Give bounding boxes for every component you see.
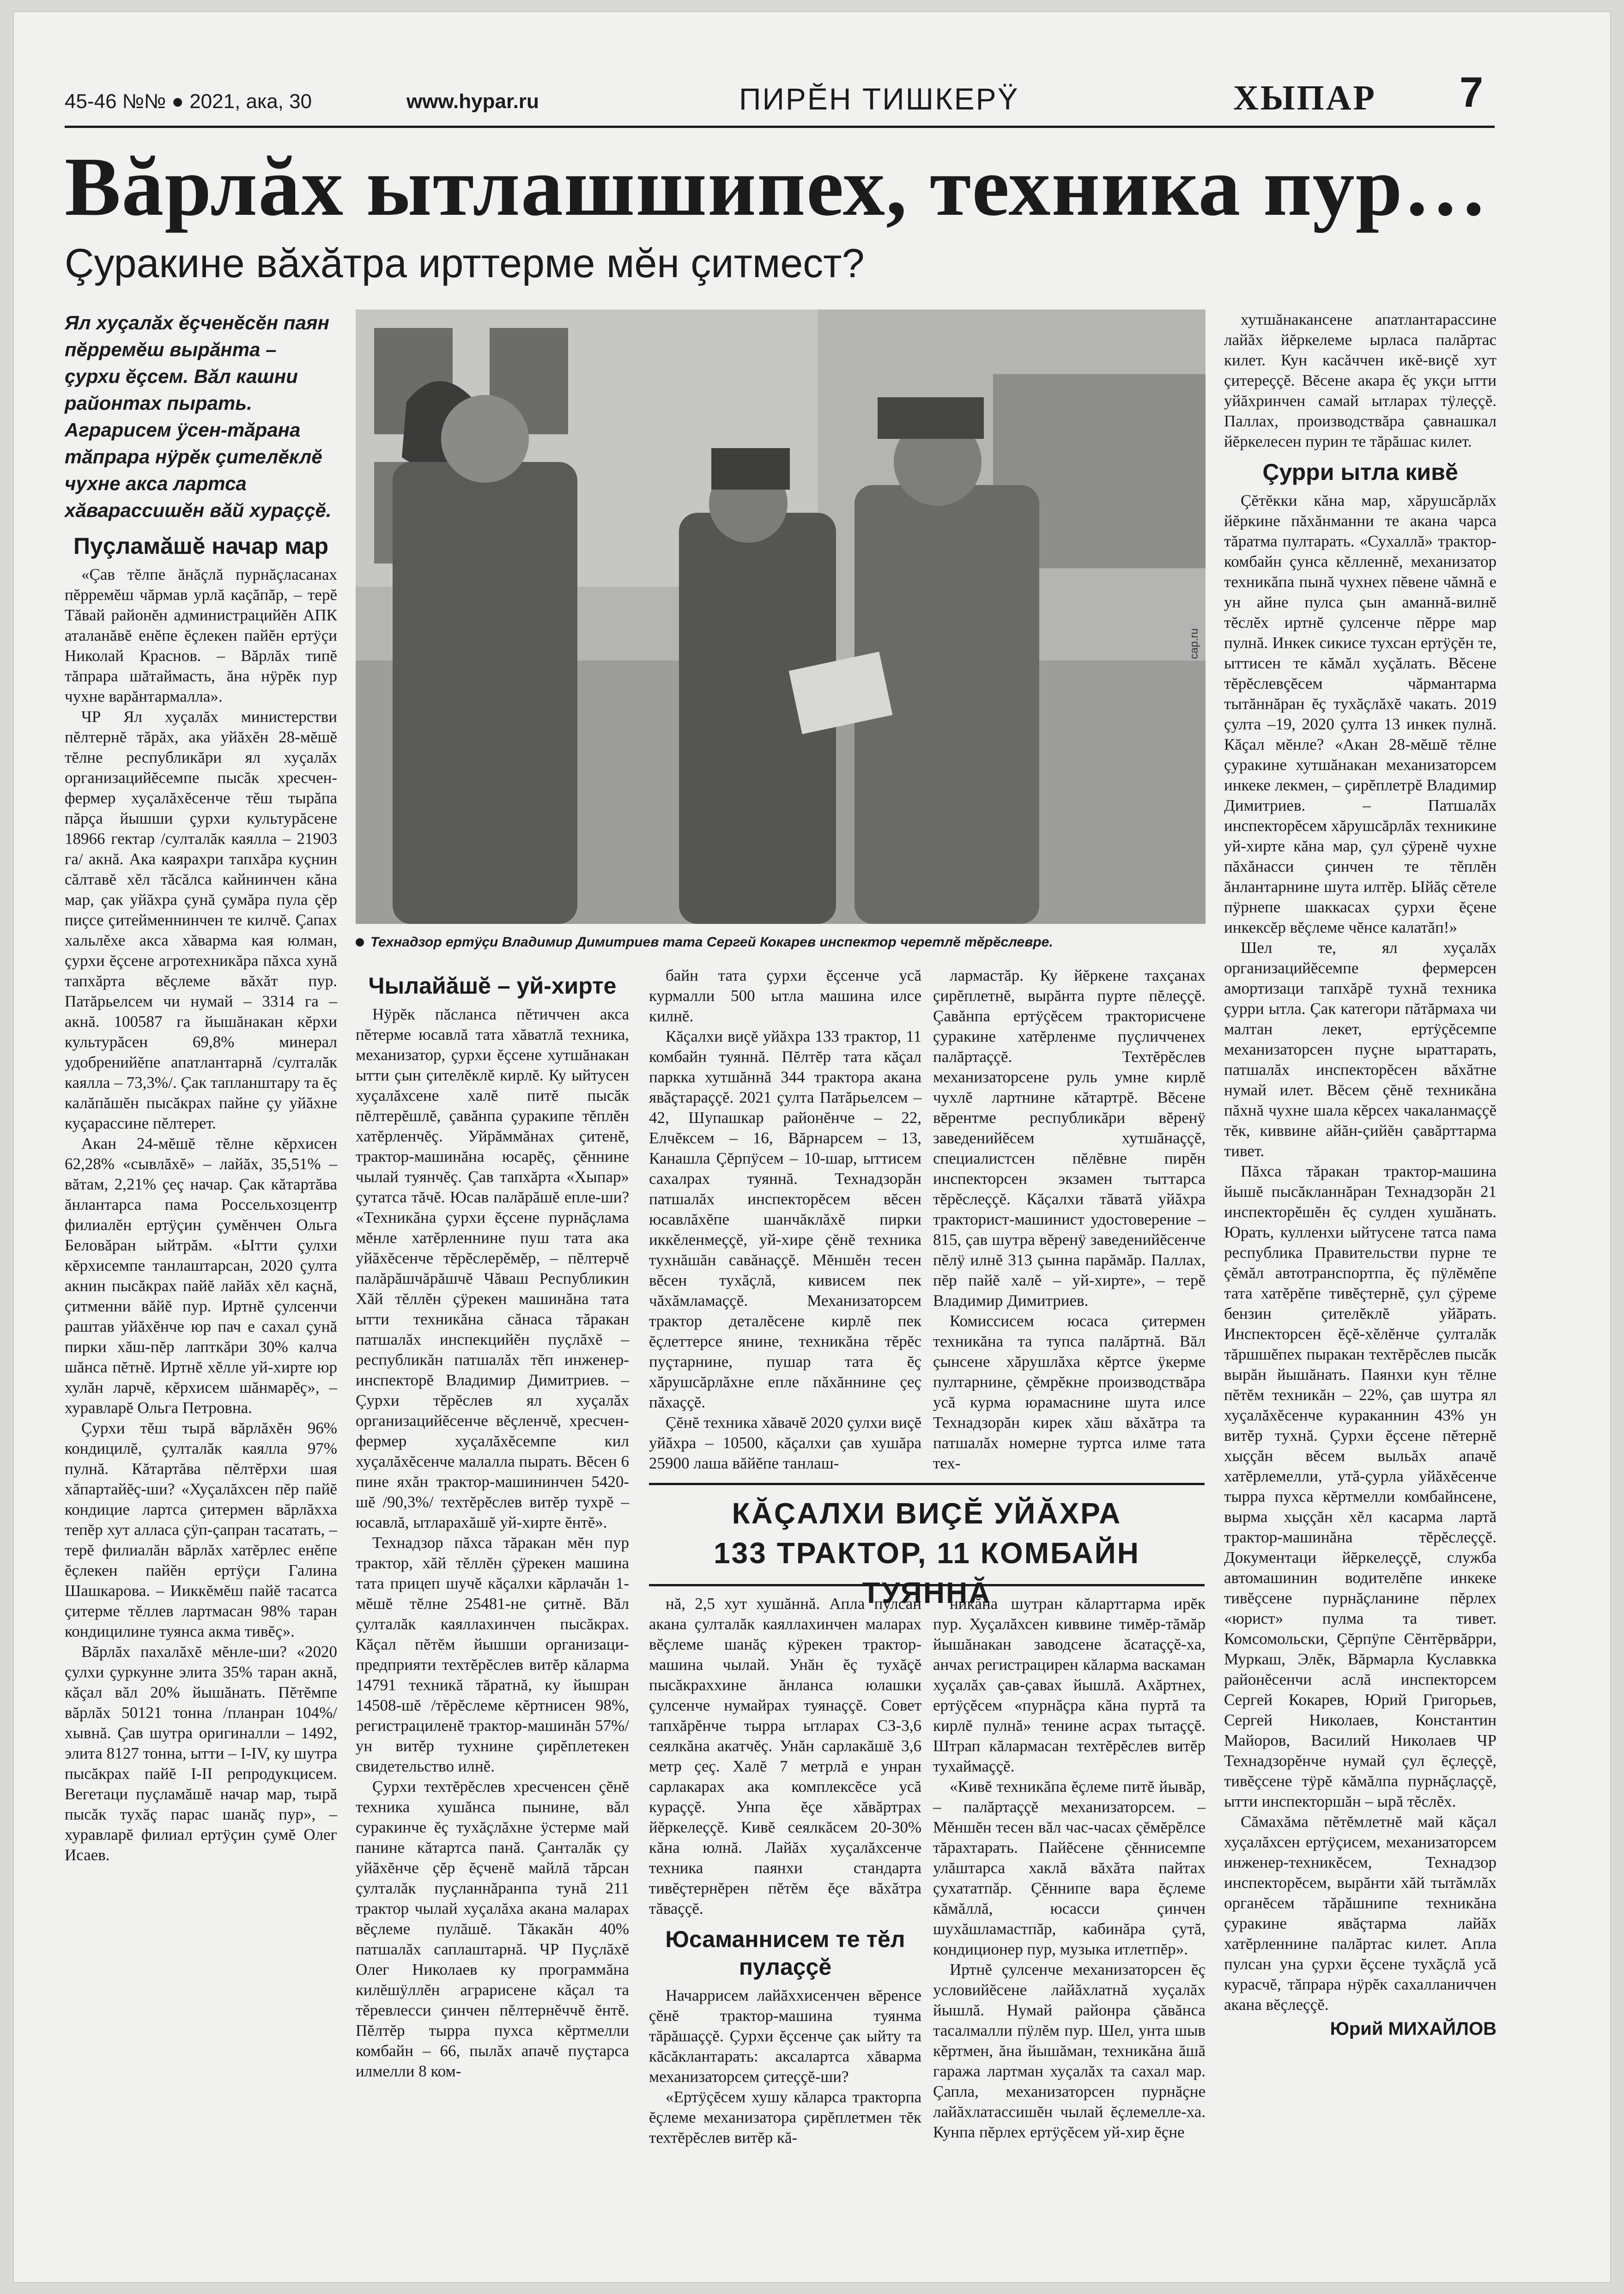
photo-credit: cap.ru [1188,628,1200,659]
section-title: ПИРĔН ТИШКЕРŸ [739,82,1019,116]
page-header [65,69,1495,139]
column-4-lower [933,1594,1206,2142]
paragraph: Акан 24-мĕшĕ тĕлне кĕрхисен 62,28% «сывлăхĕ» – лайăх, 35,51% – вăтам, 2,21% çеç начар. Çак кăтартăва ăнлантарса пама Россельхозцентр филиалĕн ертÿçин çумĕнчен Ольга Беловăран ыйтрăм. «Ытти çулхи кĕрхисемпе танлаштарсан, 2020 çулта акнин пысăкрах пайĕ лайăх хĕл каçнă, çитменни вăйĕ пур. Иртнĕ çулсенчи раштав уйăхĕнче юр пач е сахал çунă пирки хăш-пĕр лапткăри 30% калча шăнса пĕтнĕ. Иртнĕ хĕлле уй-хирте юр хулăн ларчĕ, кĕрхисем шăнмарĕç», – хуравларĕ Ольга Петровна. [65,1135,337,1417]
photo-caption [356,933,1206,952]
paragraph: «Кивĕ техникăпа ĕçлеме питĕ йывăр, – палăртаççĕ механизаторсем. – Мĕншĕн тесен вăл час-часах çĕмĕрĕлсе тăрахтарать. Пайĕсене çĕннисемпе улăштарса хаклă вăхăта пайтах çухататпăр. Çĕннипе вара ĕçлеме кăмăллă, юсасси çинчен шухăшламастпăр, кабинăра çутă, кондиционер пур, музыка итлетпĕр». [933,1778,1206,1958]
paragraph: хутшăнакансене апатлантарассине лайăх йĕркелеме ырласа палăртас килет. Кун касăччен икĕ-виçĕ хут çитереççĕ. Вĕсене акара ĕç укçи ытти уйăхринчен самай ытларах тÿлеççĕ. Паллах, производствăра çавнашкал йĕркелесен пурин те тăрăшас килет. [1224,310,1497,450]
column-4 [933,965,1206,1474]
paragraph: Иртнĕ çулсенче механизаторсен ĕç условийĕсене лайăхлатнă хуçалăх йышлă. Нумай районра çăвăнса тасалмалли пÿлĕм пур. Шел, унта шыв кĕртмен, ăна йышăман, техникăна ăшă гаража лартман хуçалăх та сахал мар. Çапла, механизаторсен пурнăçне лайăхлатассишĕн чылай ĕçлемелле-ха. Кунпа пĕрлех ертÿçĕсем уй-хир ĕçне [933,1960,1206,2141]
caption-text: Технадзор ертÿçи Владимир Димитриев тата Сергей Кокарев инспектор черетлĕ тĕрĕслевре. [370,935,1053,950]
article-subtitle: Çуракине вăхăтра ирттерме мĕн çитмест? [65,240,865,286]
paragraph: Пăхса тăракан трактор-машина йышĕ пысăкланнăран Технадзорăн 21 инспекторĕшĕн ĕç сулден хушăнать. Юрать, кулленхи ыйтусене татса пама республика Правительстви пурне те çĕмăл автотранспортпа, ĕç пÿлĕмĕпе тата хатĕрĕпе тивĕçтернĕ, çул çÿреме бензин çителĕклĕ уйăрать. Инспекторсен ĕçĕ-хĕлĕнче çулталăк тăршшĕпех пыракан техтĕрĕслев пысăк вырăн йышăнать. Паянхи кун тĕлне пĕтĕм техникăн – 22%, çав шутра ял хуçалăхĕсенче кураканнин 43% ун витĕр тухнă. Çурхи ĕçсене пĕтернĕ хыççăн вĕсем выльăх апачĕ хатĕрлемелли, утă-çурла уйăхĕсенче тырра пухса кĕртмелли комбайнсене, вырма хыççăн хĕл касарма лартă трактор-машинăна тĕрĕслеççĕ. Документаци йĕркелеççĕ, служба автомашинин водителĕпе инкеке тивĕçсене пурнăçланине пĕрлех «юрист» пулма та тивет. Комсомольски, Çĕрпÿпе Сĕнтĕрвăрри, Муркаш, Элĕк, Вăрмарла Куславкка районĕсенчи аслă инспекторсем Сергей Кокарев, Юрий Григорьев, Сергей Николаев, Константин Майоров, Василий Николаев ЧР Технадзорĕнче нумай çул ĕçлеççĕ, тивĕçсене тÿрĕ кăмăлпа пурнăçлаççĕ, ытти инспекторшăн – ырă тĕслĕх. [1224,1162,1497,1810]
paragraph: Нÿрĕк пăсланса пĕтиччен акса пĕтерме юсавлă тата хăватлă техника, механизатор, çурхи ĕçсене хутшăнакан ытти çын çителĕклĕ кирлĕ. Ку ыйтусен хуçалăхсене халĕ питĕ пысăк пĕлтерĕшлĕ, çавăнпа çуракипе тĕплĕн хатĕрленчĕç. Уйрăммăнах çитенĕ, трактор-машинăна юсарĕç, çĕннине чылай туянчĕç. Çав тапхăрта «Хыпар» çутатса тăчĕ. Юсав палăрăшĕ епле-ши? «Техникăна çурхи ĕçсене пурнăçлама мĕнле хатĕрленнине пуш тата ака уйăхĕсенче тĕрĕслерĕмĕр, – пĕлтерчĕ палăрăшчăрăшчĕ Чăваш Республикин Хăй тĕллĕн çÿрекен машинăна тата ытти техникăна сăнаса тăракан патшалăх инспекцийĕн пуçлăхĕ – республикăн патшалăх тĕп инженер-инспекторĕ Владимир Димитриев. – Çурхи тĕрĕслев ял хуçалăх организацийĕсенче вĕçленчĕ, хресчен-фермер хуçалăхĕсемпе кил хуçалăхĕсенче малалла пырать. Вĕсен 6 пине яхăн трактор-машининчен 5420-шĕ /90,3%/ техтĕрĕслев витĕр тухрĕ – юсавлă, ытларахăшĕ уй-хирте ĕнтĕ». [356,1005,629,1531]
issue-info: 45-46 №№ ● 2021, ака, 30 [65,90,312,113]
column-3-lower [649,1594,921,2148]
column-1 [65,310,337,1865]
bullet-icon [356,938,364,947]
author-byline: Юрий МИХАЙЛОВ [1330,2019,1497,2039]
page-number: 7 [1460,69,1484,116]
column-3 [649,965,921,1474]
article-title: Вăрлăх ытлашшипех, техника пур… [65,140,1488,233]
paragraph: Начаррисем лайăххисенчен вĕренсе çĕнĕ трактор-машина туянма тăрăшаççĕ. Çурхи ĕçсенче çак ыйту та кăсăклантарать: аксалартса хăварма механизаторсем çитеççĕ-ши? [649,1986,921,2086]
paragraph: нă, 2,5 хут хушăннă. Апла пулсан акана çулталăк каяллахинчен маларах вĕçлеме шанăç кÿрекен трактор-машина чылай. Унăн ĕç тухăçĕ пысăкраххине ăнланса юлашки çулсенче нумайрах туянаççĕ. Совет тапхăрĕнче тырра ытларах СЗ-3,6 сеялкăна акатчĕç. Унăн сарлакăшĕ 3,6 метр çеç. Халĕ 7 метрлă е унран сарлакарах ака комплексĕсе усă кураççĕ. Унпа ĕçе хăвăртрах йĕркелеççĕ. Кивĕ сеялкăсем 20-30% кăна юлнă. Лайăх хуçалăхсенче техника паянхи стандарта тивĕçтернĕрен пĕтĕм ĕçе вăхăтра тăваççĕ. [649,1595,921,1918]
paragraph: байн тата çурхи ĕçсенче усă курмалли 500 ытла машина илсе килнĕ. [649,966,921,1025]
paragraph: Çурхи техтĕрĕслев хресченсен çĕнĕ техника хушăнса пынине, вăл суракинче ĕç тухăçлăхне ÿстерме май панине кăтартса панă. Çанталăк çу уйăхĕнче çĕр ĕçченĕ майлă тăрсан çулталăк пуçланнăранпа тунă 211 трактор чылай хуçалăха акана маларах вĕçлеме пулăшĕ. Тăкакăн 40% патшалăх саплаштарнă. ЧР Пуçлăхĕ Олег Николаев ку программăна килĕшÿллĕн аграрисене кăçал та тĕревлесси çинчен пĕлтернĕччĕ ĕнтĕ. Пĕлтĕр тырра пухса кĕртмелли комбайн – 66, пылăх апачĕ пуçтарса илмелли 8 ком- [356,1778,629,2080]
column-5 [1224,310,1497,2039]
paragraph: Шел те, ял хуçалăх организацийĕсемпе фермерсен амортизаци тапхăрĕ тухнă техника çурри ытла. Çак категори пăтăрмаха чи малтан лекет, ертÿçĕсемпе механизаторсен пуçне ыраттарать, патшалăх инспекторĕсен вăхăтне нумай илет. Вĕсем çĕнĕ техникăна пăхнă чухне шала кĕрсех чакаланмаççĕ тĕк, киввине айăн-çийĕн çавăрттарма тивет. [1224,939,1497,1160]
photo-illustration [356,310,1206,924]
highlight-box [649,1483,1205,1609]
paragraph: Комиссисем юсаса çитермен техникăна та тупса палăртнă. Вăл çынсене хăрушлăха кĕртсе ÿкерме пултарнине, çĕмрĕкне производствăра усă курма юрамаснине шута илсе Технадзорăн кирек хăш вăхăтра та патшалăх номерне туртса илме тата тех- [933,1312,1206,1472]
subheading-1: Пуçламăшĕ начар мар [73,533,328,559]
paragraph: Çурхи тĕш тырă вăрлăхĕн 96% кондицилĕ, çулталăк каялла 97% пулнă. Кăтартăва пĕлтĕрхи шая хăпартайĕç-ши? «Хуçалăхсен пĕр пайĕ кондицие лартса çитермен вăрлăхха тепĕр хут алласа çÿп-çапран тасатать, – терĕ филиалăн вăрлăх хатĕрлес енĕпе ĕçлекен пайĕн ертÿçи Галина Шашкарова. – Ииккĕмĕш пайĕ тасатса çитерме тĕллев лартмасан 98% таран кондицилине туянса акма тивĕç». [65,1419,337,1640]
paragraph: «Ертÿçĕсем хушу кăларса тракторпа ĕçлеме механизатора çирĕплетмен тĕк техтĕрĕслев витĕр кă- [649,2088,921,2147]
highlight-line-2: 133 ТРАКТОР, 11 КОМБАЙН ТУЯННĂ [714,1536,1140,1609]
subheading-4: Çурри ытла кивĕ [1262,459,1458,485]
article-photo [356,310,1206,924]
paragraph: Технадзор пăхса тăракан мĕн пур трактор, хăй тĕллĕн çÿрекен машина тата прицеп шучĕ кăçалхи кăрлачăн 1-мĕшĕ тĕлне 25481-не çитнĕ. Вăл çулталăк каяллахинчен пысăкрах. Кăçал пĕтĕм йышши организаци-предприяти техтĕрĕслев витĕр кăларма 14791 техникă тăратнă, ку йышран 14508-шĕ /тĕрĕслеме кĕртнисен 98%, регистрациленĕ трактор-машинăн 57%/ ун витĕр тухнине çирĕплетекен свидетельство илнĕ. [356,1534,629,1775]
paragraph: «Çав тĕлпе ăнăçлă пурнăçласанах пĕрремĕш чăрмав урлă каçăпăр, – терĕ Тăвай районĕн администрацийĕн АПК аталанăвĕ енĕпе ĕçлекен пайĕн ертÿçи Николай Краснов. – Вăрлăх типĕ тăпрара шăтаймасть, ăна нÿрĕк пур чухне варăнтармалла». [65,565,337,705]
header-rule [65,126,1495,128]
paragraph: Кăçалхи виçĕ уйăхра 133 трактор, 11 комбайн туяннă. Пĕлтĕр тата кăçал паркка хутшăннă 344 трактора акана явăçтараççĕ. 2021 çулта Патăрьелсем – 42, Шупашкар районĕнче – 22, Елчĕксем – 16, Вăрнарсем – 13, Канашла Çĕрпÿсем – 10-шар, ыттисем сахалрах туяннă. Технадзорăн патшалăх инспекторĕсем вĕсен юсавлăхĕпе шанчăклăхĕ пирки иккĕленмеççĕ, уй-хире çĕнĕ техника тухнăшăн савăнаççĕ. Мĕншĕн тесен вĕсен тухăçлă, кивисем пек чăхăмламаççĕ. Механизаторсем трактор деталĕсене кирлĕ пек ĕçлеттерсе янине, техникăна тĕрĕс пуçтарнине, пушар тата ĕç хăрушсăрлăхне епле пăхăннине çеç пăхаççĕ. [649,1027,921,1411]
column-2 [356,965,629,2082]
newspaper-name: ХЫПАР [1233,79,1376,117]
article-lead: Ял хуçалăх ĕçченĕсĕн паян пĕрремĕш вырăнта – çурхи ĕçсем. Вăл кашни районтах пырать. Аграрисем ÿсен-тăрана тăпрара нÿрĕк çителĕклĕ чухне акса лартса хăварассишĕн вăй хураççĕ. [65,312,332,521]
paragraph: Сăмахăма пĕтĕмлетнĕ май кăçал хуçалăхсен ертÿçисем, механизаторсем инженер-техникĕсем, Технадзор инспекторĕсем, вырăнти хăй тытăмлăх органĕсем тăрăшнипе техникăна çуракине явăçтарма лайăх хатĕрленнине палăртас килет. Апла пулсан уна çурхи ĕçсене тухăçлă усă курасчĕ, тăпрара нÿрĕк сахалланиччен акана вĕçлеççĕ. [1224,1813,1497,2014]
paragraph: Çĕнĕ техника хăвачĕ 2020 çулхи виçĕ уйăхра – 10500, кăçалхи çав хушăра 25900 лаша вăйĕпе танлаш- [649,1414,921,1472]
paragraph: ЧР Ял хуçалăх министерстви пĕлтернĕ тăрăх, ака уйăхĕн 28-мĕшĕ тĕлне республикăри ял хуçалăх организацийĕсемпе пысăк хресчен-фермер хуçалăхĕсенче тĕш тырăпа пăрçа йышши çурхи культурăсене 18966 гектар /султалăк каялла – 21903 га/ акнă. Ака каярахри тапхăра куçнин сăлтавĕ хĕл тăсăлса кайнинчен кăна мар, çак уйăхра çунă çумăра пула çĕр пиçсе çитейменнинчен те килчĕ. Çапах хальлĕхе акса хăварма кая юлман, çурхи ĕçсене агротехникăра пăхса хунă тапхăрта вĕçлеме вăхăт пур. Патăрьелсем чи нумай – 3314 га – акнă. 100587 га йышăнакан кĕрхи культурăсен 69,8% минерал удобренийĕпе апатлантарнă /султалăк каялла – 73,3%/. Çак тапланштару та ĕç калăпăшĕн пысăкрах пайне çу уйăхне куçарассине пĕлтерет. [65,708,337,1132]
paragraph: никăна шутран кăларттарма ирĕк пур. Хуçалăхсен киввине тимĕр-тăмăр йышăнакан заводсене ăсатаççĕ-ха, анчах регистрацирен кăларма васкаман хуçалăх çав-çавах йышлă. Ахăртнех, ертÿçĕсем «пурнăçра кăна пуртă та кирлĕ пулнă» тенине асрах тытаççĕ. Штрап кăлармасан техтĕрĕслев витĕр тухаймаççĕ. [933,1595,1206,1775]
paragraph: лармастăр. Ку йĕркене тахçанах çирĕплетнĕ, вырăнта пурте пĕлеççĕ. Çавăнпа ертÿçĕсем тракторисчене çуракине хатĕрленме пуçличченех палăртаççĕ. Техтĕрĕслев механизаторсене руль умне кирлĕ чухлĕ лартнине кăтартрĕ. Вĕсене вĕрентме республикăри вĕренÿ заведенийĕсем хутшăнаççĕ, специалистсен пĕлĕвне пирĕн инспекторсен экзамен тыттарса тĕрĕслеççĕ. Кăçалхи тăватă уйăхра тракторист-машинист удостоверение – 815, çав шутра вĕренÿ заведенийĕсенче пĕлÿ илнĕ 313 çынна парăмăр. Паллах, пĕр пайĕ халĕ – уй-хирте», – терĕ Владимир Димитриев. [933,966,1206,1310]
subheading-2: Чылайăшĕ – уй-хирте [368,973,617,999]
paragraph: Вăрлăх пахалăхĕ мĕнле-ши? «2020 çулхи çуркунне элита 35% таран акнă, кăçал вăл 20% йышăнать. Пĕтĕмпе вăрлăх 50121 тонна /планран 104%/ хывнă. Çав шутра оригиналли – 1492, элита 8127 тонна, ытти – I-IV, ку шутра пысăкрах пайĕ I-II репродукцисем. Вегетаци пуçламăшĕ начар мар, тырă пысăк тухăç парас шанăç пур», – хуравларĕ филиал ертÿçин çумĕ Олег Исаев. [65,1643,337,1864]
highlight-line-1: КĂÇАЛХИ ВИÇĔ УЙĂХРА [732,1497,1122,1530]
paragraph: Çĕтĕкки кăна мар, хăрушсăрлăх йĕркине пăхăнманни те акана чарса тăратма пултарать. «Сухаллă» трактор-комбайн çунса кĕлленнĕ, механизатор техникăпа пынă чухнех пĕвене чăмнă е ун айне пулса çын аманнă-вилнĕ тĕслĕх иртнĕ çулсенче пĕрре мар пулнă. Инкек сикисе тухсан ертÿçĕн те, ыттисен те кăмăл хуçăлать. Вĕсене тĕрĕслевçĕсем чăрмантарма тытăннăран ĕç тухăçлăхĕ чакать. 2019 çулта –19, 2020 çулта 13 инкек пулнă. Кăçал мĕнле? «Акан 28-мĕшĕ тĕлне çуракине хутшăнакан механизаторсем инкеке лекмен, – çирĕплетрĕ Владимир Димитриев. – Патшалăх инспекторĕсем хăрушсăрлăх техникине уй-хирте кăна мар, çул çÿренĕ чухне пăхăнасси çинчен те тĕплĕн ăнлантарнине шута илтĕр. Ыйăç сĕтеле пÿрнепе шаккасах çурхи ĕçене инкексĕр вĕçлеме чĕнсе калатăп!» [1224,492,1497,936]
website-link[interactable]: www.hypar.ru [406,90,539,113]
subheading-3: Юсаманнисем те тĕл пулаççĕ [665,1926,905,1980]
